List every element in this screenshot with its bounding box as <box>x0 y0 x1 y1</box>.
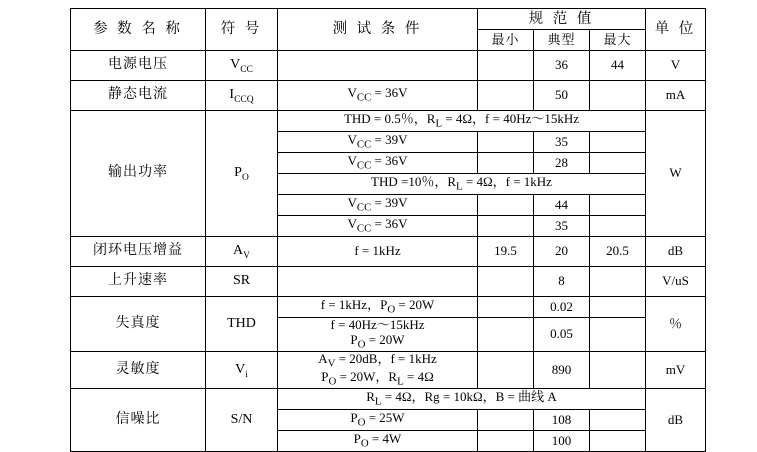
condition-cell: $R_L = 4\Omega$，Rg = 10kΩ，B = 曲线 A <box>278 389 646 410</box>
param-name-cell: 电源电压 <box>71 51 206 81</box>
value-min-cell <box>478 195 534 216</box>
value-max-cell <box>590 431 646 452</box>
table-row <box>71 81 706 111</box>
value-max-cell: 44 <box>590 51 646 81</box>
param-name-cell: 输出功率 <box>71 111 206 237</box>
unit-cell: mA <box>646 81 706 111</box>
condition-cell: THD =10％，$R_L = 4\Omega$，f = 1kHz <box>278 174 646 195</box>
symbol-cell: $V_{CC}$ <box>206 51 278 81</box>
param-name-cell: 信噪比 <box>71 389 206 452</box>
condition-cell: f = 40Hz～15kHz $P_O = 20W$ <box>278 318 478 352</box>
value-typ-cell: 36 <box>534 51 590 81</box>
symbol-cell: $A_V$ <box>206 237 278 267</box>
symbol-cell: SR <box>206 267 278 297</box>
condition-cell: THD = 0.5％，$R_L = 4\Omega$，f = 40Hz～15kHz <box>278 111 646 132</box>
unit-cell: dB <box>646 237 706 267</box>
header-typ: 典型 <box>534 30 590 51</box>
value-typ-cell: 890 <box>534 351 590 388</box>
table-row <box>71 237 706 267</box>
value-min-cell <box>478 297 534 318</box>
value-max-cell <box>590 297 646 318</box>
header-spec-group: 规 范 值 <box>478 9 646 30</box>
param-name-cell: 静态电流 <box>71 81 206 111</box>
condition-cell: $V_{CC} = 39V$ <box>278 132 478 153</box>
value-typ-cell: 100 <box>534 431 590 452</box>
condition-cell: $V_{CC} = 36V$ <box>278 153 478 174</box>
value-min-cell <box>478 153 534 174</box>
condition-cell: $V_{CC} = 39V$ <box>278 195 478 216</box>
symbol-cell: $I_{CCQ}$ <box>206 81 278 111</box>
value-min-cell <box>478 267 534 297</box>
condition-cell: $V_{CC} = 36V$ <box>278 216 478 237</box>
unit-cell: ％ <box>646 297 706 352</box>
header-param: 参 数 名 称 <box>71 9 206 51</box>
header-unit: 单 位 <box>646 9 706 51</box>
symbol-cell: $P_O$ <box>206 111 278 237</box>
symbol-cell: S/N <box>206 389 278 452</box>
condition-cell: f = 1kHz <box>278 237 478 267</box>
table-row <box>71 297 706 318</box>
value-typ-cell: 28 <box>534 153 590 174</box>
value-typ-cell: 44 <box>534 195 590 216</box>
unit-cell: dB <box>646 389 706 452</box>
value-max-cell <box>590 267 646 297</box>
value-typ-cell: 50 <box>534 81 590 111</box>
condition-cell: $P_O = 25W$ <box>278 410 478 431</box>
header-max: 最大 <box>590 30 646 51</box>
condition-cell: f = 1kHz，$P_O = 20W$ <box>278 297 478 318</box>
table-row <box>71 51 706 81</box>
value-typ-cell: 35 <box>534 216 590 237</box>
unit-cell: V/uS <box>646 267 706 297</box>
value-min-cell: 19.5 <box>478 237 534 267</box>
value-min-cell <box>478 51 534 81</box>
value-max-cell <box>590 195 646 216</box>
table-row <box>71 389 706 410</box>
value-min-cell <box>478 216 534 237</box>
value-max-cell <box>590 132 646 153</box>
value-min-cell <box>478 81 534 111</box>
value-typ-cell: 0.02 <box>534 297 590 318</box>
value-max-cell <box>590 318 646 352</box>
symbol-cell: $V_i$ <box>206 351 278 388</box>
value-typ-cell: 35 <box>534 132 590 153</box>
value-min-cell <box>478 132 534 153</box>
condition-cell: $A_V = 20dB$，f = 1kHz $P_O = 20W$，$R_L = 4\Omega$ <box>278 351 478 388</box>
value-min-cell <box>478 431 534 452</box>
value-max-cell <box>590 216 646 237</box>
table-row <box>71 351 706 388</box>
value-typ-cell: 0.05 <box>534 318 590 352</box>
table-row <box>71 111 706 132</box>
table-body <box>71 51 706 452</box>
table-row <box>71 267 706 297</box>
header-min: 最小 <box>478 30 534 51</box>
header-symbol: 符 号 <box>206 9 278 51</box>
value-typ-cell: 20 <box>534 237 590 267</box>
value-max-cell <box>590 410 646 431</box>
value-min-cell <box>478 318 534 352</box>
table-header <box>71 9 706 51</box>
value-typ-cell: 108 <box>534 410 590 431</box>
param-name-cell: 闭环电压增益 <box>71 237 206 267</box>
param-name-cell: 上升速率 <box>71 267 206 297</box>
value-max-cell <box>590 153 646 174</box>
condition-cell <box>278 267 478 297</box>
specification-table <box>70 8 706 452</box>
value-min-cell <box>478 410 534 431</box>
unit-cell: mV <box>646 351 706 388</box>
symbol-cell: THD <box>206 297 278 352</box>
value-min-cell <box>478 351 534 388</box>
value-max-cell: 20.5 <box>590 237 646 267</box>
header-row-1 <box>71 9 706 30</box>
header-condition: 测 试 条 件 <box>278 9 478 51</box>
value-typ-cell: 8 <box>534 267 590 297</box>
value-max-cell <box>590 351 646 388</box>
unit-cell: V <box>646 51 706 81</box>
value-max-cell <box>590 81 646 111</box>
unit-cell: W <box>646 111 706 237</box>
condition-cell: $V_{CC} = 36V$ <box>278 81 478 111</box>
param-name-cell: 失真度 <box>71 297 206 352</box>
condition-cell <box>278 51 478 81</box>
condition-cell: $P_O = 4W$ <box>278 431 478 452</box>
param-name-cell: 灵敏度 <box>71 351 206 388</box>
